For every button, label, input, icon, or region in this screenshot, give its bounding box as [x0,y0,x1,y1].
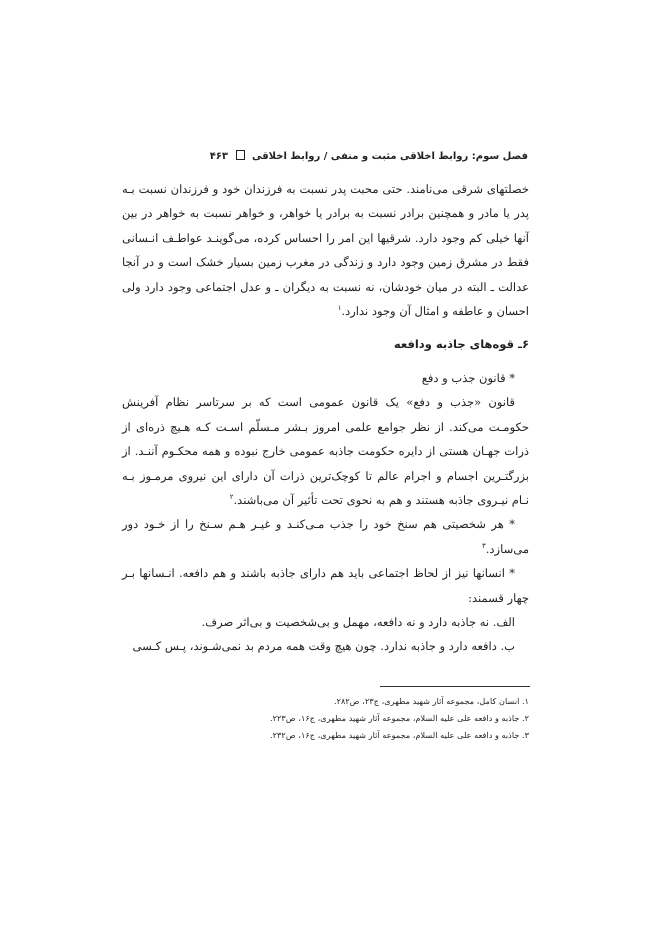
footnotes [122,693,529,744]
footnote-2: ۲. جاذبه و دافعه علی علیه السلام، مجموعه آثار شهید مطهری، ج۱۶، ص۲۲۳. [270,713,529,723]
running-header [148,150,528,162]
section-heading: ۶ـ قوه‌های جاذبه ودافعه [393,337,529,351]
list-item-b: ب. دافعه دارد و جاذبه ندارد. چون هیچ وقت همه مردم بد نمی‌شـوند، پـس کـسی [132,639,515,654]
page-number: ۴۶۳ [209,151,229,162]
bullet-law-title: * قانون جذب و دفع [421,371,515,385]
bullet-personality: * هر شخصیتی هم سنخ خود را جذب مـی‌کنـد و غیـر هـم سـنخ را از خـود دور می‌سازد.$^۳$ [122,517,529,556]
footnote-1: ۱. انسان کامل، مجموعه آثار شهید مطهری، ج۲۳، ص۲۸۲. [333,696,529,706]
footnote-ref: ۳ [482,542,486,551]
footnote-ref: ۱ [337,304,342,313]
footnote-3: ۳. جاذبه و دافعه علی علیه السلام، مجموعه آثار شهید مطهری، ج۱۶، ص۲۳۲. [270,730,529,740]
square-ornament-icon [236,150,245,160]
footnote-ref: ۲ [229,493,234,502]
paragraph-text: خصلتهای شرقی می‌نامند. حتی محبت پدر نسبت به فرزندان خود و فرزندان نسبت بـه پدر یا مادر و همچنین برادر نسبت به برادر یا خواهر، و خواهر نسبت به خواهر در بین آنها خیلی کم وجود دارد. شرقیها این امر را احساس کرده، می‌گوینـد عواطـف انـسانی فقط در مشرق زمین وجود دارد و زندگی در مغرب زمین بسیار خشک است و در آنجا عدالت ـ البته در میان خودشان، نه نسبت به دیگران ـ و عدل اجتماعی وجود دارد ولی احسان و عاطفه و امثال آن وجود ندارد. [122,182,529,319]
chapter-title: فصل سوم: روابط اخلاقی مثبت و منفی / روابط اخلاقی [251,151,528,162]
opening-paragraph [122,177,529,323]
law-paragraph: قانون «جذب و دفع» یک قانون عمومی است که بر سرتاسر نظام آفرینش حکومـت می‌کند. از نظر جوامع علمی امروز بـشر مـسلّم اسـت کـه هـیچ ذره‌ای از ذرات جهـان هستی از دایره حکومت جاذبه عمومی خارج نبوده و همه محکـوم آننـد. از بزرگتـرین اجسام و اجرام عالم تا کوچک‌ترین ذرات آن دارای این نیروی مرمـوز بـه نـام نیـروی جاذبه هستند و هم به نحوی تحت تأثیر آن می‌باشند.$^۲$ [122,395,529,508]
footnote-divider [380,686,530,687]
bullet-humans: * انسانها نیز از لحاظ اجتماعی باید هم دارای جاذبه باشند و هم دافعه. انـسانها بـر چهار قسمند: [122,566,529,605]
section-body [122,366,529,659]
list-item-a: الف. نه جاذبه دارد و نه دافعه، مهمل و بی‌شخصیت و بی‌اثر صرف. [201,615,515,630]
